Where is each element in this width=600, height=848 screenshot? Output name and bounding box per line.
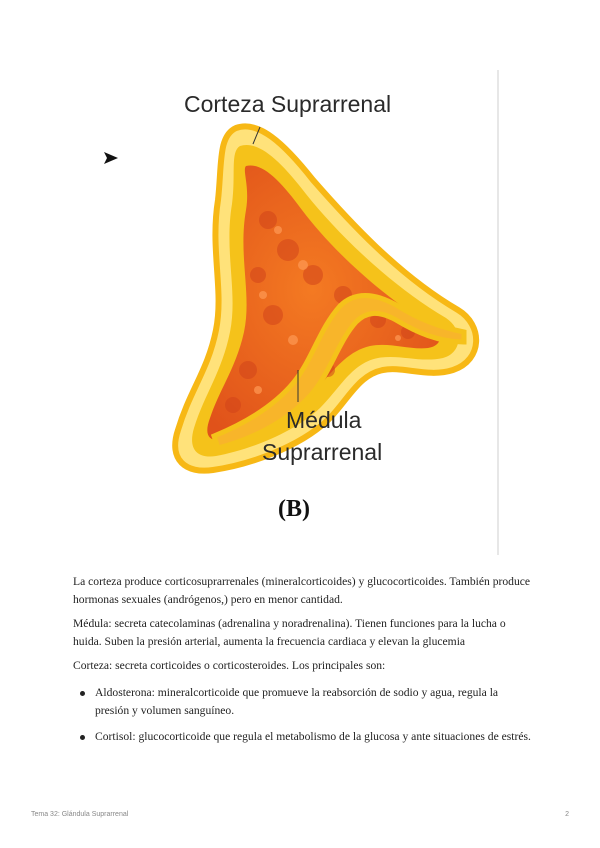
bullet-icon [80,735,85,740]
adrenal-gland-figure [98,70,502,560]
paragraph-corteza-produce: La corteza produce corticosuprarrenales (mineralcorticoides) y glucocorticoides. También produce hormonas sexuales (andrógenos,) pero en menor cantidad. [73,575,531,606]
panel-letter: (B) [278,496,310,522]
paragraph-corteza: Corteza: secreta corticoides o corticosteroides. Los principales son: [73,659,386,672]
list-item-text: Cortisol: glucocorticoide que regula el metabolismo de la glucosa y ante situaciones de estrés. [95,730,531,743]
page-number: 2 [565,811,569,818]
arrow-marker-icon [104,152,118,164]
hormone-list [73,684,533,754]
list-item-text: Aldosterona: mineralcorticoide que promueve la reabsorción de sodio y agua, regula la presión y volumen sanguíneo. [95,686,499,717]
paragraph-medula: Médula: secreta catecolaminas (adrenalina y noradrenalina). Tienen funciones para la lucha o huida. Suben la presión arterial, aumenta la frecuencia cardiaca y elevan la glucemia [73,617,506,648]
list-item [73,728,533,746]
cortex-label: Corteza Suprarrenal [184,91,392,117]
footer-title: Tema 32: Glándula Suprarrenal [31,811,129,818]
list-item [73,684,533,720]
bullet-icon [80,691,85,696]
medulla-label-line2: Suprarrenal [262,439,383,465]
medulla-label-line1: Médula [286,407,362,433]
